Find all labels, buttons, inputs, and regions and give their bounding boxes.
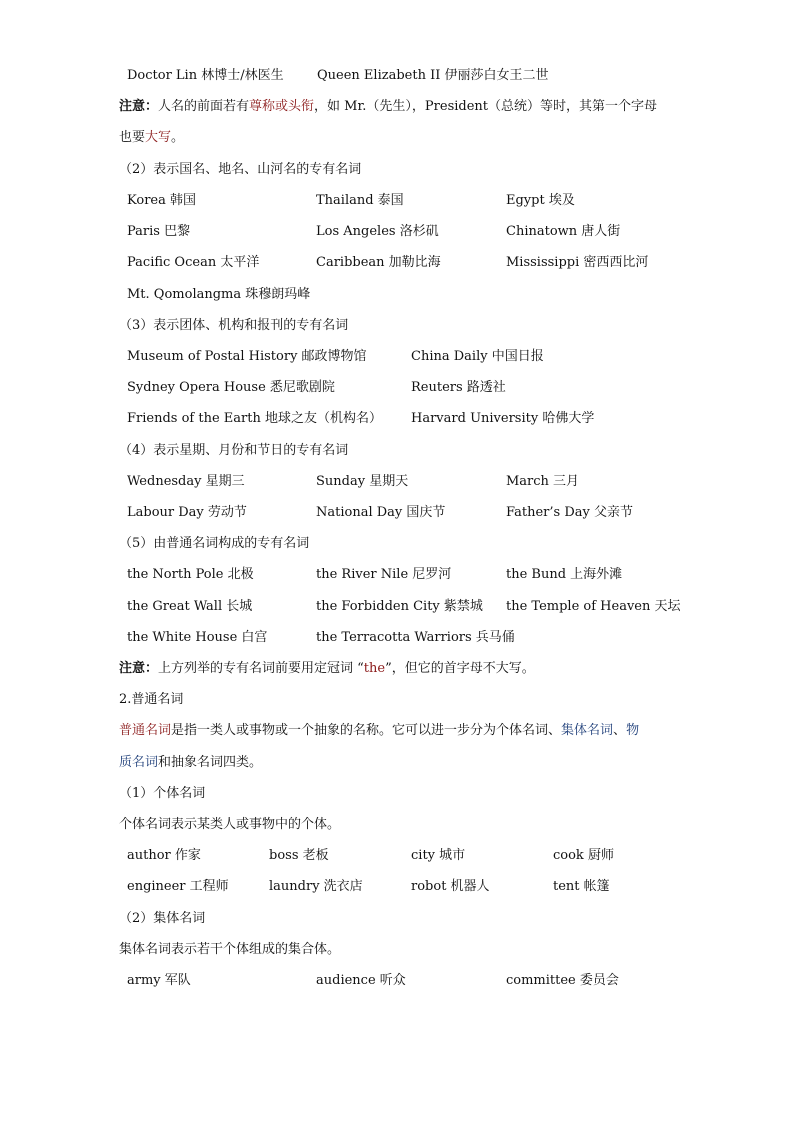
list-item: Mt. Qomolangma 珠穆朗玛峰 — [127, 287, 311, 302]
table-row — [0, 472, 794, 492]
list-item: Museum of Postal History 邮政博物馆 — [127, 349, 367, 364]
list-item: Sunday 星期天 — [316, 474, 409, 489]
list-item: army 军队 — [127, 973, 191, 988]
example-queen-elizabeth: Queen Elizabeth II 伊丽莎白女王二世 — [317, 68, 549, 83]
table-row — [0, 877, 794, 897]
list-item: city 城市 — [411, 848, 466, 863]
list-item: Pacific Ocean 太平洋 — [127, 255, 260, 270]
list-item: Sydney Opera House 悉尼歌剧院 — [127, 380, 335, 395]
list-item: Los Angeles 洛杉矶 — [316, 224, 439, 239]
list-item: laundry 洗衣店 — [269, 879, 363, 894]
table-row — [0, 565, 794, 585]
section-heading-collective-nouns: （2）集体名词 — [119, 911, 206, 926]
table-row — [0, 503, 794, 523]
individual-noun-definition: 个体名词表示某类人或事物中的个体。 — [119, 817, 341, 832]
table-row — [0, 409, 794, 429]
list-item: the Forbidden City 紫禁城 — [316, 599, 483, 614]
list-item: Harvard University 哈佛大学 — [411, 411, 595, 426]
table-row — [0, 222, 794, 242]
note-highlight-title: 尊称或头衔 — [249, 99, 315, 114]
note-title-capitalization — [119, 97, 657, 117]
note-text: ，如 Mr.（先生），President（总统）等时，其第一个字母 — [314, 99, 658, 114]
note-title-capitalization-cont — [119, 128, 184, 148]
note-definite-article — [119, 659, 535, 679]
common-noun-definition-cont — [119, 753, 262, 773]
section-heading-common-noun-proper: （5）由普通名词构成的专有名词 — [119, 536, 310, 551]
definition-text: 是指一类人或事物或一个抽象的名称。它可以进一步分为个体名词、 — [171, 723, 562, 738]
list-item: Labour Day 劳动节 — [127, 505, 247, 520]
term-collective-noun: 集体名词 — [561, 723, 614, 738]
example-doctor-lin: Doctor Lin 林博士/林医生 — [127, 68, 284, 83]
list-item: China Daily 中国日报 — [411, 349, 544, 364]
section-heading-place-names: （2）表示国名、地名、山河名的专有名词 — [119, 162, 362, 177]
term-material-noun-start: 物 — [626, 723, 640, 738]
note-text: ”，但它的首字母不大写。 — [385, 661, 535, 676]
list-item: the Temple of Heaven 天坛 — [506, 599, 681, 614]
table-row — [0, 191, 794, 211]
note-label: 注意： — [119, 99, 159, 114]
list-item: Wednesday 星期三 — [127, 474, 245, 489]
table-row — [0, 347, 794, 367]
section-heading-individual-nouns: （1）个体名词 — [119, 786, 206, 801]
note-highlight-capital: 大写 — [145, 130, 172, 145]
list-item: Paris 巴黎 — [127, 224, 191, 239]
table-row — [0, 378, 794, 398]
list-item: March 三月 — [506, 474, 580, 489]
term-material-noun-end: 质名词 — [119, 755, 159, 770]
note-text: 人名的前面若有 — [158, 99, 250, 114]
table-row — [0, 285, 794, 305]
list-item: Father’s Day 父亲节 — [506, 505, 633, 520]
list-item: Chinatown 唐人街 — [506, 224, 621, 239]
note-text: 也要 — [119, 130, 146, 145]
note-text: 。 — [171, 130, 185, 145]
list-item: the North Pole 北极 — [127, 567, 254, 582]
list-item: Reuters 路透社 — [411, 380, 506, 395]
list-item: the Terracotta Warriors 兵马俑 — [316, 630, 515, 645]
common-noun-definition — [119, 721, 639, 741]
definition-text: 、 — [613, 723, 627, 738]
list-item: boss 老板 — [269, 848, 329, 863]
term-common-noun: 普通名词 — [119, 723, 172, 738]
section-heading-common-nouns: 2.普通名词 — [119, 692, 184, 707]
list-item: engineer 工程师 — [127, 879, 229, 894]
section-heading-organizations: （3）表示团体、机构和报刊的专有名词 — [119, 318, 349, 333]
list-item: committee 委员会 — [506, 973, 619, 988]
list-item: National Day 国庆节 — [316, 505, 446, 520]
name-examples-row — [0, 66, 794, 86]
table-row — [0, 597, 794, 617]
list-item: Thailand 泰国 — [316, 193, 404, 208]
list-item: Mississippi 密西西比河 — [506, 255, 649, 270]
definition-text: 和抽象名词四类。 — [158, 755, 263, 770]
list-item: cook 厨师 — [553, 848, 614, 863]
list-item: tent 帐篷 — [553, 879, 610, 894]
list-item: author 作家 — [127, 848, 201, 863]
section-heading-dates-holidays: （4）表示星期、月份和节日的专有名词 — [119, 443, 349, 458]
list-item: robot 机器人 — [411, 879, 490, 894]
note-text: 上方列举的专有名词前要用定冠词 “ — [158, 661, 364, 676]
list-item: Caribbean 加勒比海 — [316, 255, 441, 270]
list-item: Friends of the Earth 地球之友（机构名） — [127, 411, 382, 426]
list-item: the River Nile 尼罗河 — [316, 567, 452, 582]
list-item: the Great Wall 长城 — [127, 599, 253, 614]
list-item: the White House 白宫 — [127, 630, 268, 645]
table-row — [0, 628, 794, 648]
list-item: Korea 韩国 — [127, 193, 196, 208]
table-row — [0, 971, 794, 991]
table-row — [0, 253, 794, 273]
note-highlight-the: the — [363, 661, 386, 676]
note-label: 注意： — [119, 661, 159, 676]
collective-noun-definition: 集体名词表示若干个体组成的集合体。 — [119, 942, 341, 957]
list-item: the Bund 上海外滩 — [506, 567, 623, 582]
list-item: audience 听众 — [316, 973, 406, 988]
list-item: Egypt 埃及 — [506, 193, 575, 208]
table-row — [0, 846, 794, 866]
